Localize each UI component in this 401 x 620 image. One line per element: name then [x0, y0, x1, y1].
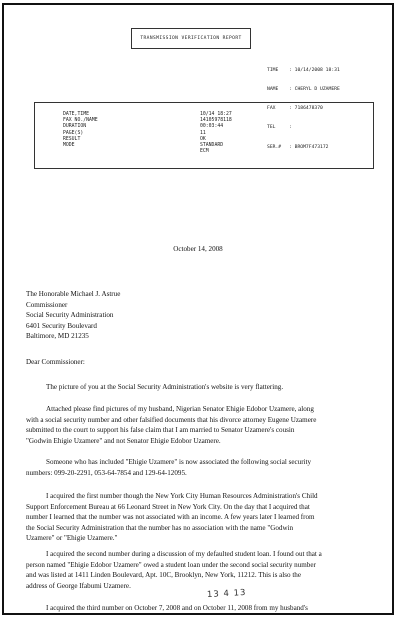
letter-paragraph — [26, 603, 370, 614]
result-value: OK — [200, 136, 206, 142]
paragraph-line: numbers: 099-20-2291, 053-64-7854 and 129-64-12095. — [26, 468, 187, 477]
result-label: RESULT — [63, 136, 81, 142]
paragraph-line: Uzamere" or "Ehigie Uzamere." — [26, 534, 118, 542]
paragraph-line: the Social Security Administration that the number has no association with the name "Godwin — [26, 523, 294, 532]
header-row: FAX : 7186478370 — [267, 106, 323, 112]
paragraph-line: number I learned that the number was not associated with an income. A few years later I learned from — [26, 513, 315, 521]
letter-paragraph — [26, 457, 370, 478]
handwritten-note: 13 4 13 — [206, 587, 247, 601]
paragraph-line: I acquired the third number on October 7, 2008 and on October 11, 2008 from my husband's — [46, 604, 308, 612]
report-title-box — [131, 28, 251, 49]
report-title: TRANSMISSION VERIFICATION REPORT — [140, 36, 242, 41]
result-label: PAGE(S) — [63, 130, 84, 136]
header-row: TEL : — [267, 125, 295, 131]
result-value: STANDARD — [200, 143, 224, 149]
header-row: TIME : 10/14/2008 18:31 — [267, 67, 340, 73]
result-label: FAX NO./NAME — [63, 118, 98, 124]
fax-page — [2, 3, 394, 615]
result-labels — [63, 112, 98, 149]
result-value: 11 — [200, 130, 206, 136]
paragraph-line: with a social security number and other falsified documents that his divorce attorney Eugene Uzamere — [26, 415, 317, 424]
paragraph-line: I acquired the first number though the New York City Human Resources Administration's Child — [46, 492, 318, 500]
paragraph-line: "Godwin Ehigie Uzamere" and not Senator Ehigie Edobor Uzamere. — [26, 436, 221, 445]
paragraph-line: submitted to the court to support his false claim that I am married to Senator Uzamere's cousin — [26, 426, 295, 434]
paragraph-line: Attached please find pictures of my husband, Nigerian Senator Ehigie Edobor Uzamere, along — [46, 405, 314, 413]
header-row: NAME : CHERYL D UZAMERE — [267, 87, 340, 93]
result-label: MODE — [63, 143, 75, 149]
address-line: Commissioner — [26, 300, 68, 309]
recipient-address — [26, 289, 120, 342]
transmission-result-box — [34, 102, 374, 169]
header-row: SER.# : BROM7F473172 — [267, 144, 329, 150]
paragraph-line: person named "Ehigie Edobor Uzamere" owed a student loan under the second social security number — [26, 560, 316, 569]
paragraph-line: The picture of you at the Social Security Administration's website is very flattering. — [46, 383, 284, 391]
result-value: ECM — [200, 149, 209, 155]
result-label: DATE,TIME — [63, 112, 89, 117]
letter-paragraph — [26, 549, 370, 591]
paragraph-line: Someone who has included "Ehigie Uzamere" is now associated the following social security — [46, 458, 312, 466]
result-values — [200, 112, 232, 155]
paragraph-line: and was listed at 1411 Linden Boulevard, Apt. 10C, Brooklyn, New York, 11212. This is also the — [26, 571, 301, 579]
paragraph-line: address of George Ifabumi Uzamere. — [26, 581, 131, 590]
address-line: 6401 Security Boulevard — [26, 321, 97, 330]
paragraph-line: I acquired the second number during a discussion of my defaulted student loan. I found out that a — [46, 550, 322, 558]
letter-paragraph — [26, 491, 370, 544]
address-line: Social Security Administration — [26, 311, 114, 319]
letter-paragraph — [26, 404, 370, 446]
paragraph-line: Support Enforcement Bureau at 66 Leonard Street in New York City. On the day that I acquired that — [26, 502, 310, 511]
address-line: The Honorable Michael J. Astrue — [26, 290, 121, 298]
result-value: 00:03:44 — [200, 124, 224, 130]
letter-date: October 14, 2008 — [173, 245, 223, 253]
address-line: Baltimore, MD 21235 — [26, 332, 89, 340]
result-value: 10/14 18:27 — [200, 112, 232, 117]
result-value: 14105978118 — [200, 118, 232, 124]
result-label: DURATION — [63, 124, 87, 130]
letter-paragraph — [26, 382, 370, 393]
salutation: Dear Commissioner: — [26, 358, 85, 366]
